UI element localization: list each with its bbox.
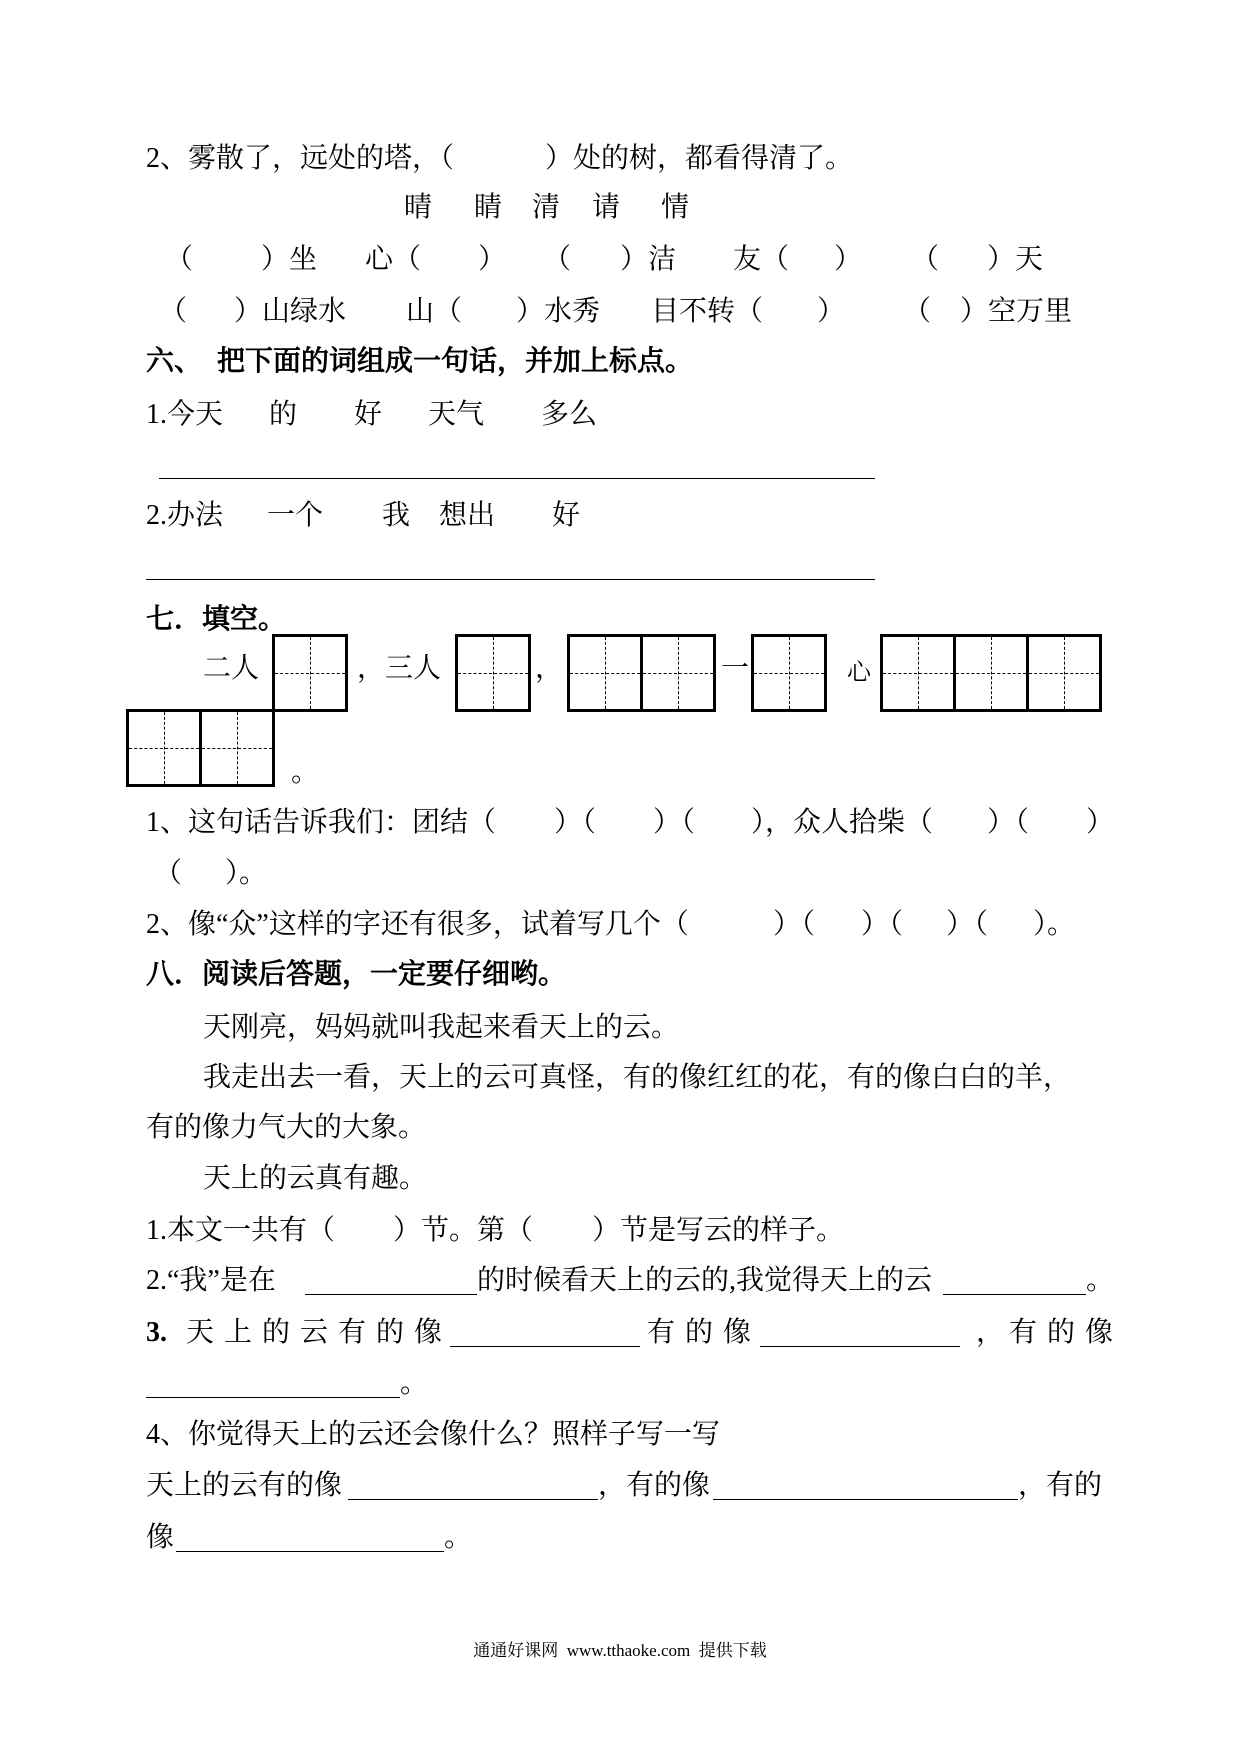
question-text: 2.“我”是在 — [146, 1265, 276, 1296]
writing-grid-cell — [567, 634, 643, 712]
word-fragment: ） — [834, 244, 863, 275]
question-text: 的时候看天上的云的,我觉得天上的云 — [477, 1265, 933, 1296]
word-fragment: （ — [159, 296, 188, 327]
passage-paragraph-cont — [0, 1112, 1240, 1144]
word-fragment: （ — [165, 244, 194, 275]
question-text: ）。 — [1033, 909, 1076, 940]
idiom-text: ，三人 — [357, 653, 442, 684]
word: 多么 — [541, 399, 598, 430]
section-title: 八．阅读后答题，一定要仔细哟。 — [146, 959, 567, 990]
question-text: ） — [1086, 807, 1115, 838]
idiom-text: ， — [535, 653, 564, 684]
word-fragment: ） — [817, 296, 846, 327]
choice-char: 情 — [661, 192, 690, 223]
idiom-end — [0, 757, 1240, 789]
sentence-1-words — [0, 399, 1240, 431]
question-text: 天上的云有的像 — [186, 1317, 453, 1348]
word: 的 — [269, 399, 298, 430]
passage-text: 天刚亮，妈妈就叫我起来看天上的云。 — [203, 1012, 680, 1043]
writing-grid-cell — [455, 634, 531, 712]
word-fill-row-1 — [0, 244, 1240, 276]
word: 好 — [552, 500, 581, 531]
question-text: ）（ — [773, 909, 816, 940]
choice-char: 请 — [592, 192, 621, 223]
section-7-question-1 — [0, 807, 1240, 839]
fill-char-question — [0, 143, 1240, 175]
question-text: ），众人拾柴（ — [751, 807, 934, 838]
reading-question-1 — [0, 1215, 1240, 1247]
question-text: ）（ — [987, 807, 1030, 838]
idiom-text: 心 — [847, 660, 871, 686]
reading-question-4-line-2 — [0, 1522, 1240, 1554]
word-fragment: 山（ — [406, 296, 463, 327]
answer-blank — [713, 1499, 1018, 1500]
word-fragment: ）水秀 — [516, 296, 601, 327]
word-fragment: （ — [543, 244, 572, 275]
idiom-text: 二人 — [203, 653, 260, 684]
reading-question-4-line-1 — [0, 1470, 1240, 1502]
section-title: 七．填空。 — [146, 604, 287, 635]
answer-blank — [450, 1346, 640, 1347]
answer-blank — [305, 1294, 477, 1295]
word-fragment: 友（ — [733, 244, 790, 275]
section-8-heading — [0, 959, 1240, 991]
page-footer: 通通好课网 www.tthaoke.com 提供下载 — [473, 1641, 767, 1660]
answer-blank — [348, 1499, 598, 1500]
question-text: ）处的树，都看得清了。 — [545, 143, 854, 174]
word-fragment: 心（ — [365, 244, 422, 275]
question-text: 4、你觉得天上的云还会像什么？照样子写一写 — [146, 1419, 721, 1450]
word-fragment: （ — [911, 244, 940, 275]
word: 好 — [354, 399, 383, 430]
word-fragment: ） — [478, 244, 507, 275]
word-fill-row-2 — [0, 296, 1240, 328]
answer-blank — [760, 1346, 960, 1347]
question-text: 。 — [400, 1368, 429, 1399]
question-text: 1.本文一共有（ — [146, 1215, 336, 1246]
word-fragment: ）坐 — [261, 244, 318, 275]
question-text: ，有的像 — [598, 1470, 711, 1501]
idiom-text: 一 — [721, 653, 750, 684]
question-text: 2、像“众”这样的字还有很多，试着写几个（ — [146, 909, 689, 940]
question-text: 2、雾散了，远处的塔，（ — [146, 143, 455, 174]
passage-text: 有的像力气大的大象。 — [146, 1112, 427, 1143]
question-text: （ — [154, 858, 183, 889]
passage-paragraph — [0, 1062, 1240, 1094]
sentence-2-words — [0, 500, 1240, 532]
writing-grid-cell — [640, 634, 716, 712]
question-text: ）节是写云的样子。 — [592, 1215, 845, 1246]
question-text: 像 — [146, 1522, 175, 1553]
writing-grid-cell — [1026, 634, 1102, 712]
word-fragment: （ — [903, 296, 932, 327]
question-text: ）节。第（ — [393, 1215, 534, 1246]
answer-line — [159, 478, 875, 479]
reading-question-3-cont — [0, 1368, 1240, 1400]
writing-grid-cell — [953, 634, 1029, 712]
answer-line — [146, 579, 875, 580]
question-text: ）（ — [554, 807, 597, 838]
question-number: 3. — [146, 1317, 167, 1348]
word: 我 — [382, 500, 411, 531]
reading-question-2 — [0, 1265, 1240, 1297]
question-text: ）（ — [653, 807, 696, 838]
reading-question-4 — [0, 1419, 1240, 1451]
word: 天气 — [428, 399, 485, 430]
writing-grid-cell — [880, 634, 956, 712]
question-text: ）（ — [861, 909, 904, 940]
passage-text: 天上的云真有趣。 — [203, 1163, 428, 1194]
passage-text: 我走出去一看，天上的云可真怪，有的像红红的花，有的像白白的羊， — [203, 1062, 1072, 1093]
word-fragment: ）空万里 — [960, 296, 1073, 327]
answer-blank — [943, 1294, 1086, 1295]
question-text: 1、这句话告诉我们：团结（ — [146, 807, 497, 838]
choice-char: 晴 — [404, 192, 433, 223]
word: 想出 — [439, 500, 496, 531]
passage-paragraph — [0, 1163, 1240, 1195]
question-text: 天上的云有的像 — [146, 1470, 343, 1501]
section-7-question-1-cont — [0, 858, 1240, 890]
section-7-heading — [0, 604, 1240, 636]
question-text: 有的像 — [1009, 1317, 1124, 1348]
period: 。 — [291, 757, 320, 788]
question-text: 有的像 — [647, 1317, 762, 1348]
writing-grid-cell — [272, 634, 348, 712]
writing-grid-cell — [751, 634, 827, 712]
answer-blank — [146, 1397, 400, 1398]
question-text: ）（ — [946, 909, 989, 940]
section-7-question-2 — [0, 909, 1240, 941]
question-text: ，有的 — [1018, 1470, 1103, 1501]
word-fragment: ）天 — [987, 244, 1044, 275]
word-fragment: ）洁 — [620, 244, 677, 275]
reading-question-3 — [0, 1317, 1240, 1349]
question-text: ， — [976, 1317, 1005, 1348]
word: 一个 — [267, 500, 324, 531]
section-title: 把下面的词组成一句话，并加上标点。 — [217, 346, 694, 377]
passage-paragraph — [0, 1012, 1240, 1044]
word: 1.今天 — [146, 399, 224, 430]
character-choices — [0, 192, 1240, 224]
word: 2.办法 — [146, 500, 224, 531]
question-text: 。 — [444, 1522, 473, 1553]
question-text: ）。 — [225, 858, 268, 889]
section-6-heading — [0, 346, 1240, 378]
choice-char: 清 — [532, 192, 561, 223]
word-fragment: ）山绿水 — [234, 296, 347, 327]
choice-char: 睛 — [474, 192, 503, 223]
question-text: 。 — [1086, 1265, 1115, 1296]
answer-blank — [176, 1551, 444, 1552]
word-fragment: 目不转（ — [651, 296, 764, 327]
section-number: 六、 — [146, 346, 203, 377]
